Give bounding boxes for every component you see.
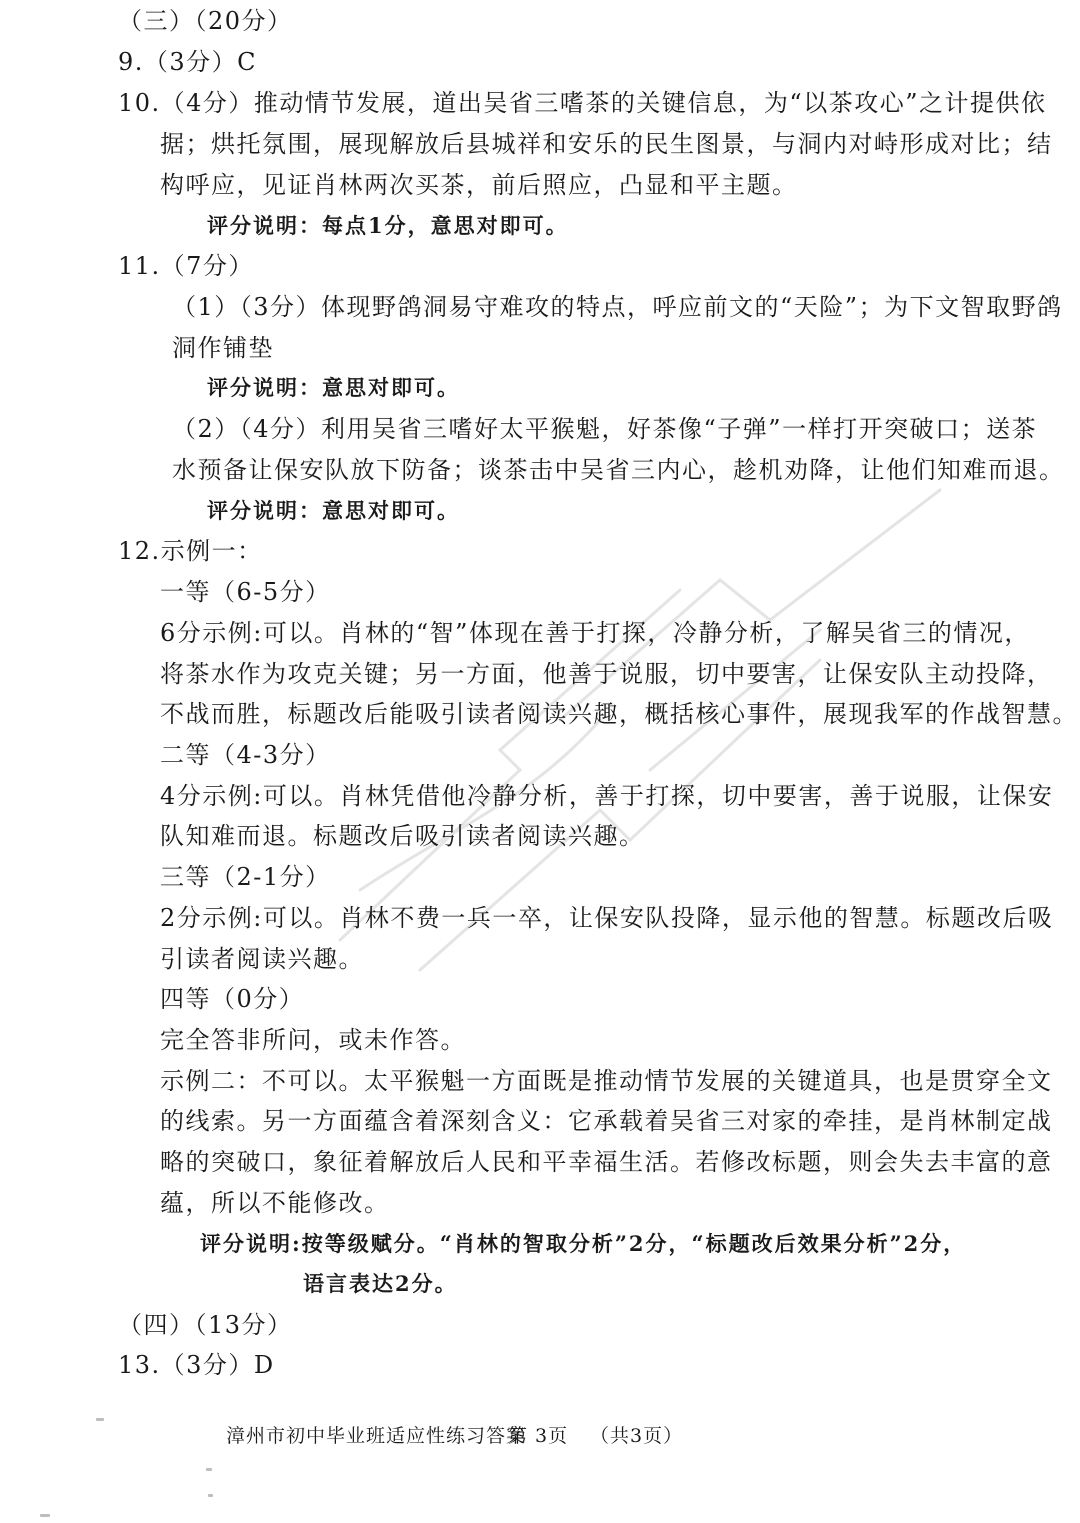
q12-example-2-line-2: 的线索。另一方面蕴含着深刻含义：它承载着吴省三对家的牵挂，是肖林制定战	[160, 1107, 1053, 1135]
section-4-header: （四）（13分）	[118, 1311, 293, 1339]
section-3-header: （三）（20分）	[118, 7, 293, 35]
q12-grade-1-title: 一等（6-5分）	[160, 578, 331, 606]
q12-grade-3-title: 三等（2-1分）	[160, 863, 331, 891]
q11-part2-line-2: 水预备让保安队放下防备；谈茶击中吴省三内心，趁机劝降，让他们知难而退。	[172, 456, 1065, 484]
q12-grade-1-line-3: 不战而胜，标题改后能吸引读者阅读兴趣，概括核心事件，展现我军的作战智慧。	[160, 700, 1078, 728]
q11-part2-scoring-note: 评分说明：意思对即可。	[207, 498, 460, 523]
q12-scoring-note-line-2: 语言表达2分。	[303, 1271, 458, 1296]
q12-example-2-line-1: 示例二：不可以。太平猴魁一方面既是推动情节发展的关键道具，也是贯穿全文	[160, 1067, 1053, 1095]
q12-example-2-line-4: 蕴，所以不能修改。	[160, 1189, 390, 1217]
q12-grade-4-title: 四等（0分）	[160, 985, 305, 1013]
q9-answer: 9.（3分）C	[118, 48, 258, 76]
q12-grade-3-line-1: 2分示例:可以。肖林不费一兵一卒，让保安队投降，显示他的智慧。标题改后吸	[160, 904, 1054, 932]
q10-line-2: 据；烘托氛围，展现解放后县城祥和安乐的民生图景，与洞内对峙形成对比；结	[160, 130, 1053, 158]
q10-scoring-note: 评分说明：每点1分，意思对即可。	[207, 213, 569, 238]
q12-scoring-note-line-1: 评分说明:按等级赋分。“肖林的智取分析”2分，“标题改后效果分析”2分，	[200, 1231, 967, 1256]
q11-part2-line-1: （2）（4分）利用吴省三嗜好太平猴魁，好茶像“子弹”一样打开突破口；送茶	[172, 415, 1038, 443]
q13-answer: 13.（3分）D	[118, 1351, 275, 1379]
footer-total-pages: （共3页）	[590, 1425, 684, 1447]
q12-grade-4-line-1: 完全答非所问，或未作答。	[160, 1026, 466, 1054]
q10-line-1: 10.（4分）推动情节发展，道出吴省三嗜茶的关键信息，为“以茶攻心”之计提供依	[118, 89, 1047, 117]
scan-speck	[208, 1494, 213, 1497]
footer-title: 漳州市初中毕业班适应性练习答案	[226, 1425, 527, 1447]
q12-grade-2-line-2: 队知难而退。标题改后吸引读者阅读兴趣。	[160, 822, 645, 850]
q11-part1-scoring-note: 评分说明：意思对即可。	[207, 375, 460, 400]
q11-part1-line-1: （1）（3分）体现野鸽洞易守难攻的特点，呼应前文的“天险”；为下文智取野鸽	[172, 293, 1063, 321]
q11-header: 11.（7分）	[118, 252, 254, 280]
scan-speck	[206, 1468, 212, 1471]
q12-grade-1-line-2: 将茶水作为攻克关键；另一方面，他善于说服，切中要害，让保安队主动投降，	[160, 660, 1053, 688]
q12-header: 12.示例一：	[118, 537, 263, 565]
scan-speck	[40, 1514, 50, 1517]
q10-line-3: 构呼应，见证肖林两次买茶，前后照应，凸显和平主题。	[160, 171, 798, 199]
q12-grade-1-line-1: 6分示例:可以。肖林的“智”体现在善于打探，冷静分析，了解吴省三的情况，	[160, 619, 1030, 647]
scan-speck	[96, 1418, 104, 1421]
q12-grade-3-line-2: 引读者阅读兴趣。	[160, 945, 364, 973]
q12-example-2-line-3: 略的突破口，象征着解放后人民和平幸福生活。若修改标题，则会失去丰富的意	[160, 1148, 1053, 1176]
q11-part1-line-2: 洞作铺垫	[172, 334, 274, 362]
q12-grade-2-line-1: 4分示例:可以。肖林凭借他冷静分析，善于打探，切中要害，善于说服，让保安	[160, 782, 1054, 810]
footer-page-number: 第 3页	[508, 1425, 569, 1447]
q12-grade-2-title: 二等（4-3分）	[160, 741, 331, 769]
